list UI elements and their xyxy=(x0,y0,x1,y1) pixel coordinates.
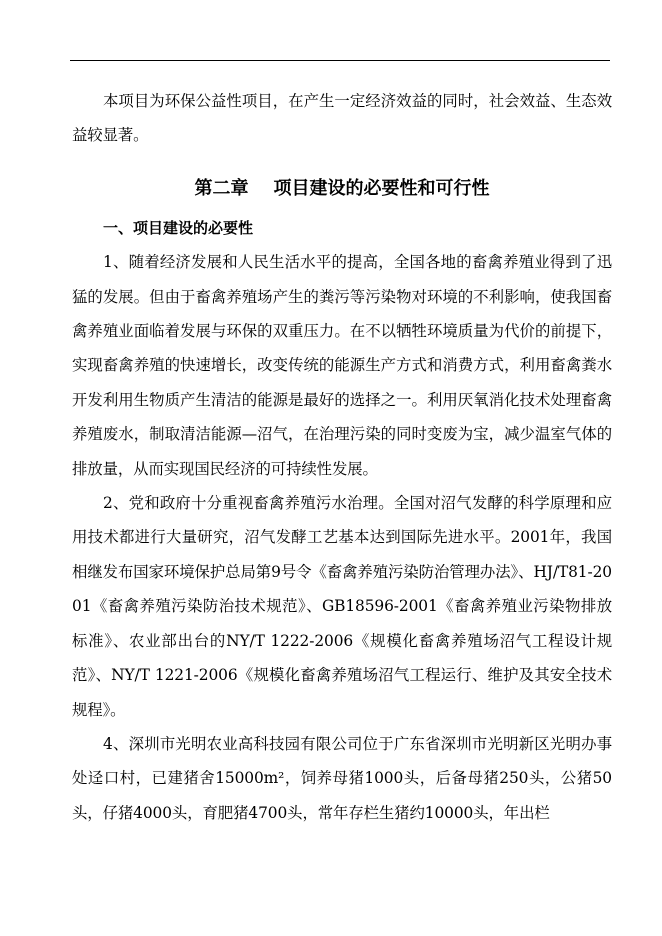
paragraph-4: 4、深圳市光明农业高科技园有限公司位于广东省深圳市光明新区光明办事处迳口村，已建猪舍15000m²，饲养母猪1000头，后备母猪250头，公猪50头，仔猪4000头，育肥猪4700头，常年存栏生猪约10000头，年出栏 xyxy=(72,734,612,822)
paragraph-1: 1、随着经济发展和人民生活水平的提高，全国各地的畜禽养殖业得到了迅猛的发展。但由于畜禽养殖场产生的粪污等污染物对环境的不利影响，使我国畜禽养殖业面临着发展与环保的双重压力。在不以牺牲环境质量为代价的前提下，实现畜禽养殖的快速增长，改变传统的能源生产方式和消费方式，利用畜禽粪水开发利用生物质产生清洁的能源是最好的选择之一。利用厌氧消化技术处理畜禽养殖废水，制取清洁能源—沼气，在治理污染的同时变废为宝，减少温室气体的排放量，从而实现国民经济的可持续性发展。 xyxy=(72,253,612,478)
intro-paragraph: 本项目为环保公益性项目，在产生一定经济效益的同时，社会效益、生态效益较显著。 xyxy=(72,92,612,145)
chapter-title: 第二章 项目建设的必要性和可行性 xyxy=(194,177,490,199)
header-rule xyxy=(70,60,610,61)
document-body xyxy=(72,84,612,830)
paragraph-2: 2、党和政府十分重视畜禽养殖污水治理。全国对沼气发酵的科学原理和应用技术都进行大量研究，沼气发酵工艺基本达到国际先进水平。2001年，我国相继发布国家环境保护总局第9号令《畜禽养殖污染防治管理办法》、HJ/T81-2001《畜禽养殖污染防治技术规范》、GB18596-2001《畜禽养殖业污染物排放标准》、农业部出台的NY/T 1222-2006《规模化畜禽养殖场沼气工程设计规范》、NY/T 1221-2006《规模化畜禽养殖场沼气工程运行、维护及其安全技术规程》。 xyxy=(72,494,612,719)
section-title: 一、项目建设的必要性 xyxy=(103,218,254,237)
